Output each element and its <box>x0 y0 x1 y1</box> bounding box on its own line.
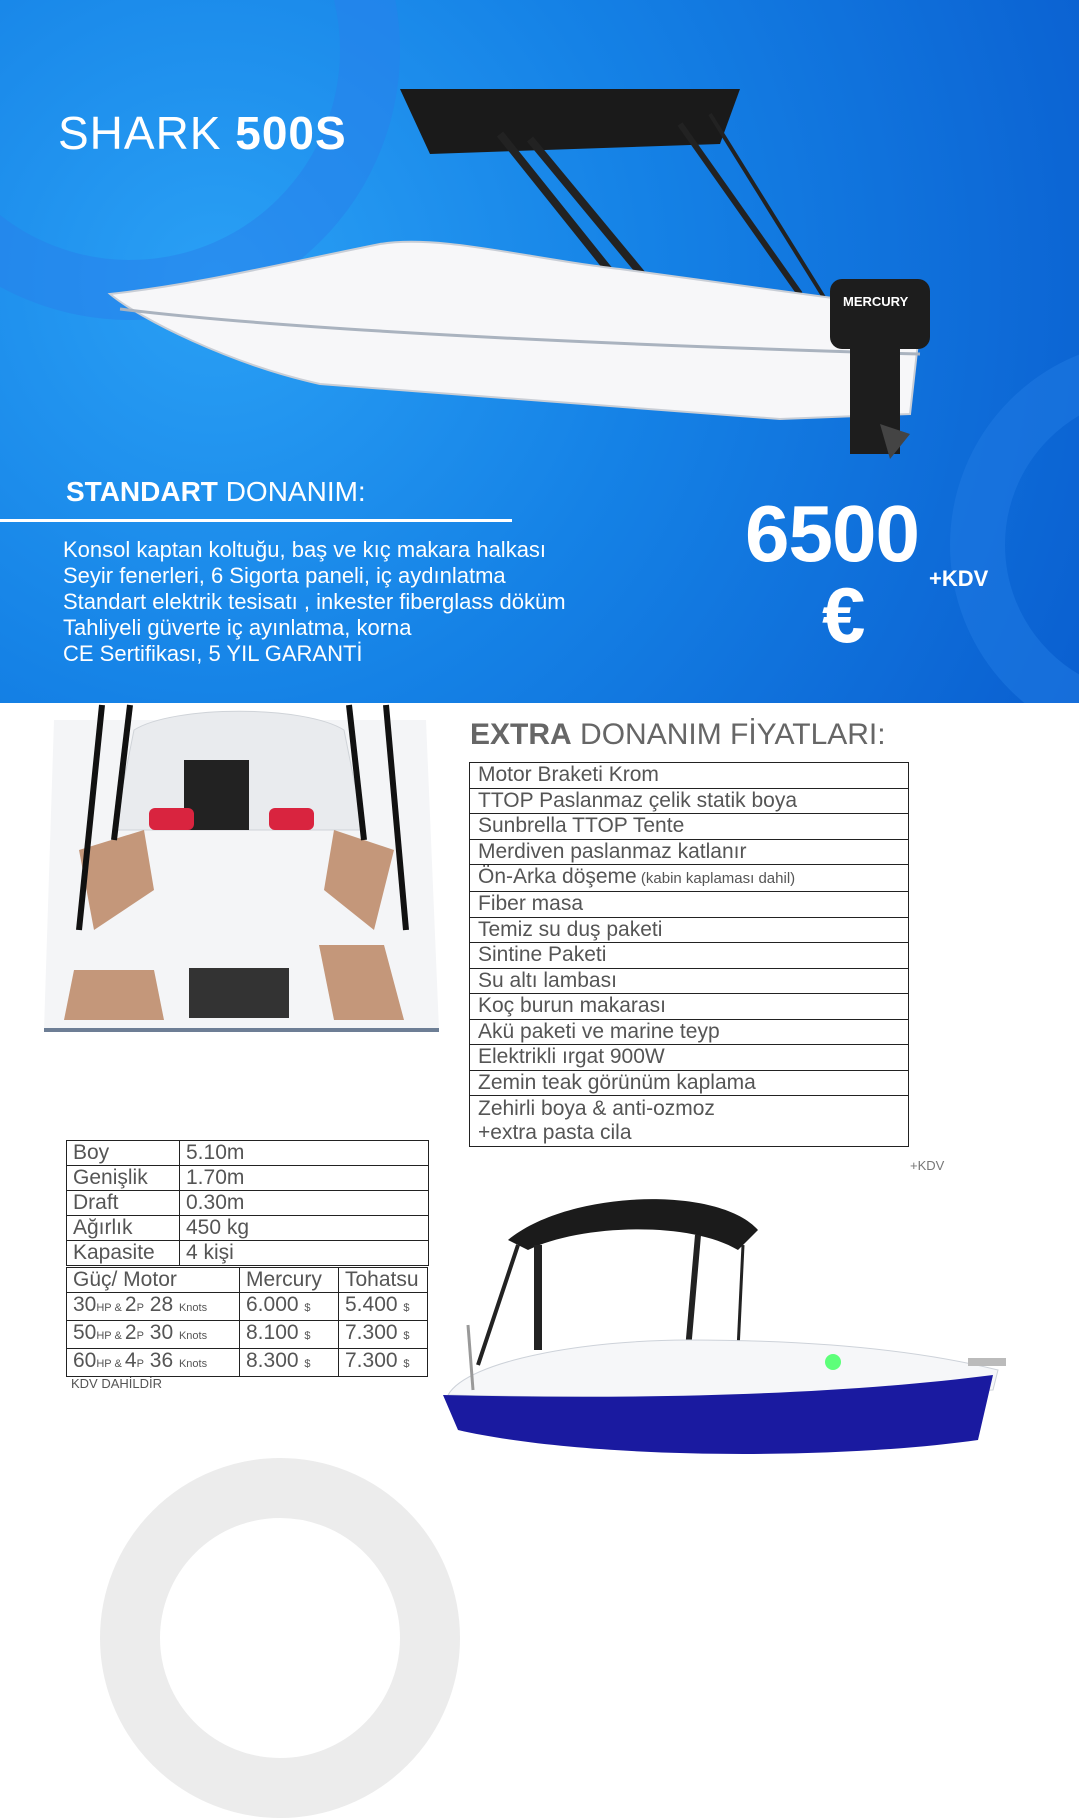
extra-kdv-note: +KDV <box>910 1158 945 1173</box>
table-row: Boy 5.10m <box>67 1141 429 1166</box>
deck-photo <box>34 700 446 1072</box>
table-row: Draft 0.30m <box>67 1191 429 1216</box>
engine-brand-label: MERCURY <box>843 294 909 309</box>
table-row: Merdiven paslanmaz katlanır <box>470 839 1029 865</box>
table-row: Güç/ Motor Mercury Tohatsu <box>67 1268 428 1293</box>
table-row: Su altı lambası <box>470 968 1029 994</box>
decor-ring <box>950 340 1079 703</box>
list-item: Standart elektrik tesisatı , inkester fiberglass döküm <box>63 589 566 614</box>
list-item: Konsol kaptan koltuğu, baş ve kıç makara halkası <box>63 537 547 562</box>
extra-equipment-table <box>469 762 1029 1147</box>
table-row: 30HP & 2P 28 Knots 6.000 $ 5.400 $ <box>67 1293 428 1321</box>
price-suffix: +KDV <box>929 566 989 591</box>
table-row: TTOP Paslanmaz çelik statik boya <box>470 788 1029 814</box>
page-title: SHARK 500S <box>58 107 347 159</box>
motor-price-table <box>66 1267 428 1377</box>
table-row: Sintine Paketi <box>470 943 1029 969</box>
boat-side-photo <box>438 1190 1008 1460</box>
list-item: CE Sertifikası, 5 YIL GARANTİ <box>63 641 363 666</box>
table-row: Temiz su duş paketi <box>470 917 1029 943</box>
table-row: Akü paketi ve marine teyp <box>470 1019 1029 1045</box>
table-row: Motor Braketi Krom <box>470 763 1029 789</box>
standard-equipment-heading: STANDART DONANIM: <box>66 476 366 507</box>
table-row: Sunbrella TTOP Tente <box>470 814 1029 840</box>
decor-ring <box>100 1458 460 1818</box>
table-row: Ön-Arka döşeme (kabin kaplaması dahil) <box>470 865 1029 892</box>
list-item: Seyir fenerleri, 6 Sigorta paneli, iç aydınlatma <box>63 563 506 588</box>
table-row: Fiber masa <box>470 892 1029 918</box>
extra-equipment-heading: EXTRA DONANIM FİYATLARI: <box>470 718 886 751</box>
vat-included-note: KDV DAHİLDİR <box>71 1376 163 1391</box>
table-row: Genişlik 1.70m <box>67 1166 429 1191</box>
divider <box>0 519 512 522</box>
table-row: Elektrikli ırgat 900W <box>470 1045 1029 1071</box>
standard-equipment-list <box>63 537 566 667</box>
table-row: Zehirli boya & anti-ozmoz +extra pasta cila <box>470 1096 1029 1147</box>
table-row: Kapasite 4 kişi <box>67 1241 429 1266</box>
table-row: Koç burun makarası <box>470 994 1029 1020</box>
table-row: Ağırlık 450 kg <box>67 1216 429 1241</box>
hero-banner <box>0 0 1079 703</box>
list-item: Tahliyeli güverte iç ayınlatma, korna <box>63 615 412 640</box>
price-value: 6500 <box>745 489 919 578</box>
table-row: 60HP & 4P 36 Knots 8.300 $ 7.300 $ <box>67 1349 428 1377</box>
table-row: Zemin teak görünüm kaplama <box>470 1070 1029 1096</box>
table-row: 50HP & 2P 30 Knots 8.100 $ 7.300 $ <box>67 1321 428 1349</box>
currency-symbol: € <box>822 571 866 659</box>
specifications-table <box>66 1140 429 1266</box>
